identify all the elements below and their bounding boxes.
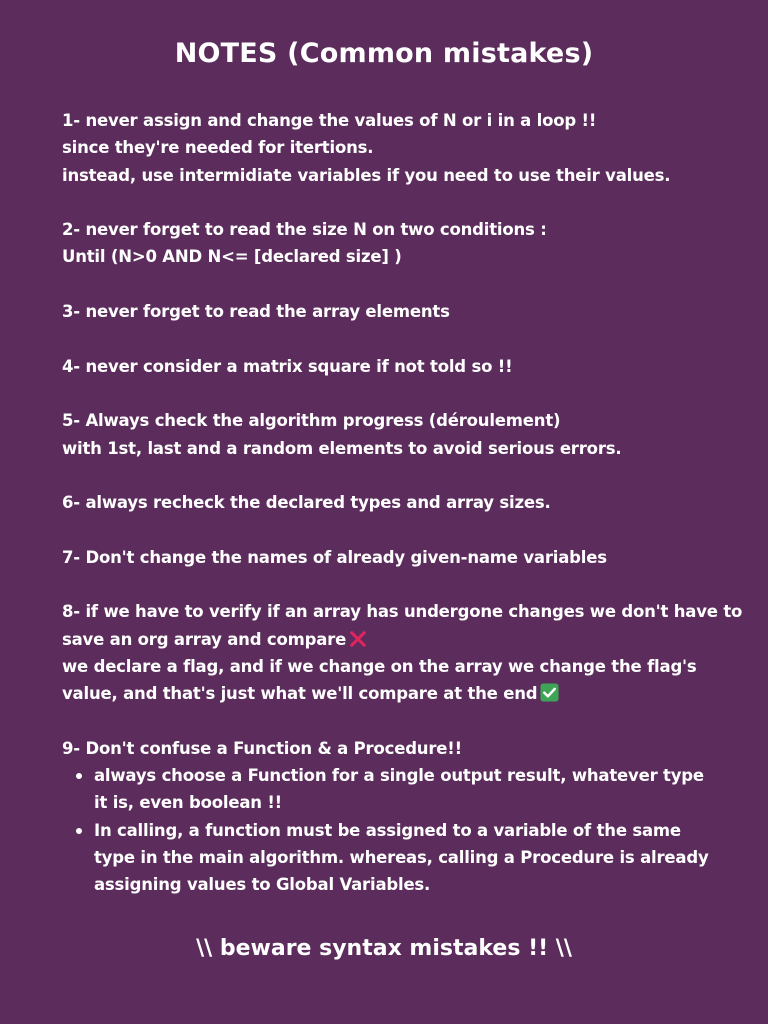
bullet-icon bbox=[76, 828, 82, 834]
note-5 bbox=[62, 407, 722, 462]
list-item bbox=[62, 817, 722, 899]
note-line: 4- never consider a matrix square if not told so !! bbox=[62, 356, 513, 376]
note-line: 5- Always check the algorithm progress (déroulement) bbox=[62, 411, 561, 431]
note-line-text: save an org array and compare bbox=[62, 629, 347, 649]
note-1 bbox=[62, 107, 722, 189]
note-line: 7- Don't change the names of already given-name variables bbox=[62, 547, 607, 567]
note-line: 6- always recheck the declared types and array sizes. bbox=[62, 493, 551, 513]
page-title: NOTES (Common mistakes) bbox=[174, 38, 594, 69]
note-7 bbox=[62, 544, 722, 571]
check-mark-icon bbox=[540, 683, 559, 702]
cross-mark-icon bbox=[349, 630, 367, 648]
note-line-with-icon bbox=[62, 680, 722, 707]
note-heading: 9- Don't confuse a Function & a Procedure!! bbox=[62, 738, 462, 758]
note-line-text: value, and that's just what we'll compare at the end bbox=[62, 684, 538, 704]
bullet-text: In calling, a function must be assigned to a variable of the same type in the main algorithm. whereas, calling a Procedure is already assigning values to Global Variables. bbox=[94, 820, 709, 895]
bullet-icon bbox=[76, 773, 82, 779]
note-line: instead, use intermidiate variables if you need to use their values. bbox=[62, 165, 671, 185]
note-6 bbox=[62, 489, 722, 516]
note-line: Until (N>0 AND N<= [declared size] ) bbox=[62, 247, 402, 267]
note-2 bbox=[62, 216, 722, 271]
note-4 bbox=[62, 353, 722, 380]
note-line-with-icon bbox=[62, 626, 722, 653]
note-line: 2- never forget to read the size N on two conditions : bbox=[62, 220, 547, 240]
note-line: 3- never forget to read the array elements bbox=[62, 302, 450, 322]
footer-warning: \\ beware syntax mistakes !! \\ bbox=[196, 936, 572, 961]
note-8 bbox=[62, 598, 743, 707]
note-line: we declare a flag, and if we change on the array we change the flag's bbox=[62, 656, 697, 676]
list-item bbox=[62, 762, 722, 817]
note-line: 1- never assign and change the values of N or i in a loop !! bbox=[62, 111, 597, 130]
note-line: 8- if we have to verify if an array has undergone changes we don't have to bbox=[62, 602, 743, 622]
note-line: since they're needed for itertions. bbox=[62, 138, 374, 158]
note-3 bbox=[62, 298, 722, 325]
bullet-text: always choose a Function for a single output result, whatever type it is, even boolean !! bbox=[94, 766, 704, 813]
notes-list bbox=[62, 107, 743, 926]
note-line: with 1st, last and a random elements to avoid serious errors. bbox=[62, 438, 622, 458]
bullet-list bbox=[62, 762, 722, 898]
note-9 bbox=[62, 735, 722, 899]
